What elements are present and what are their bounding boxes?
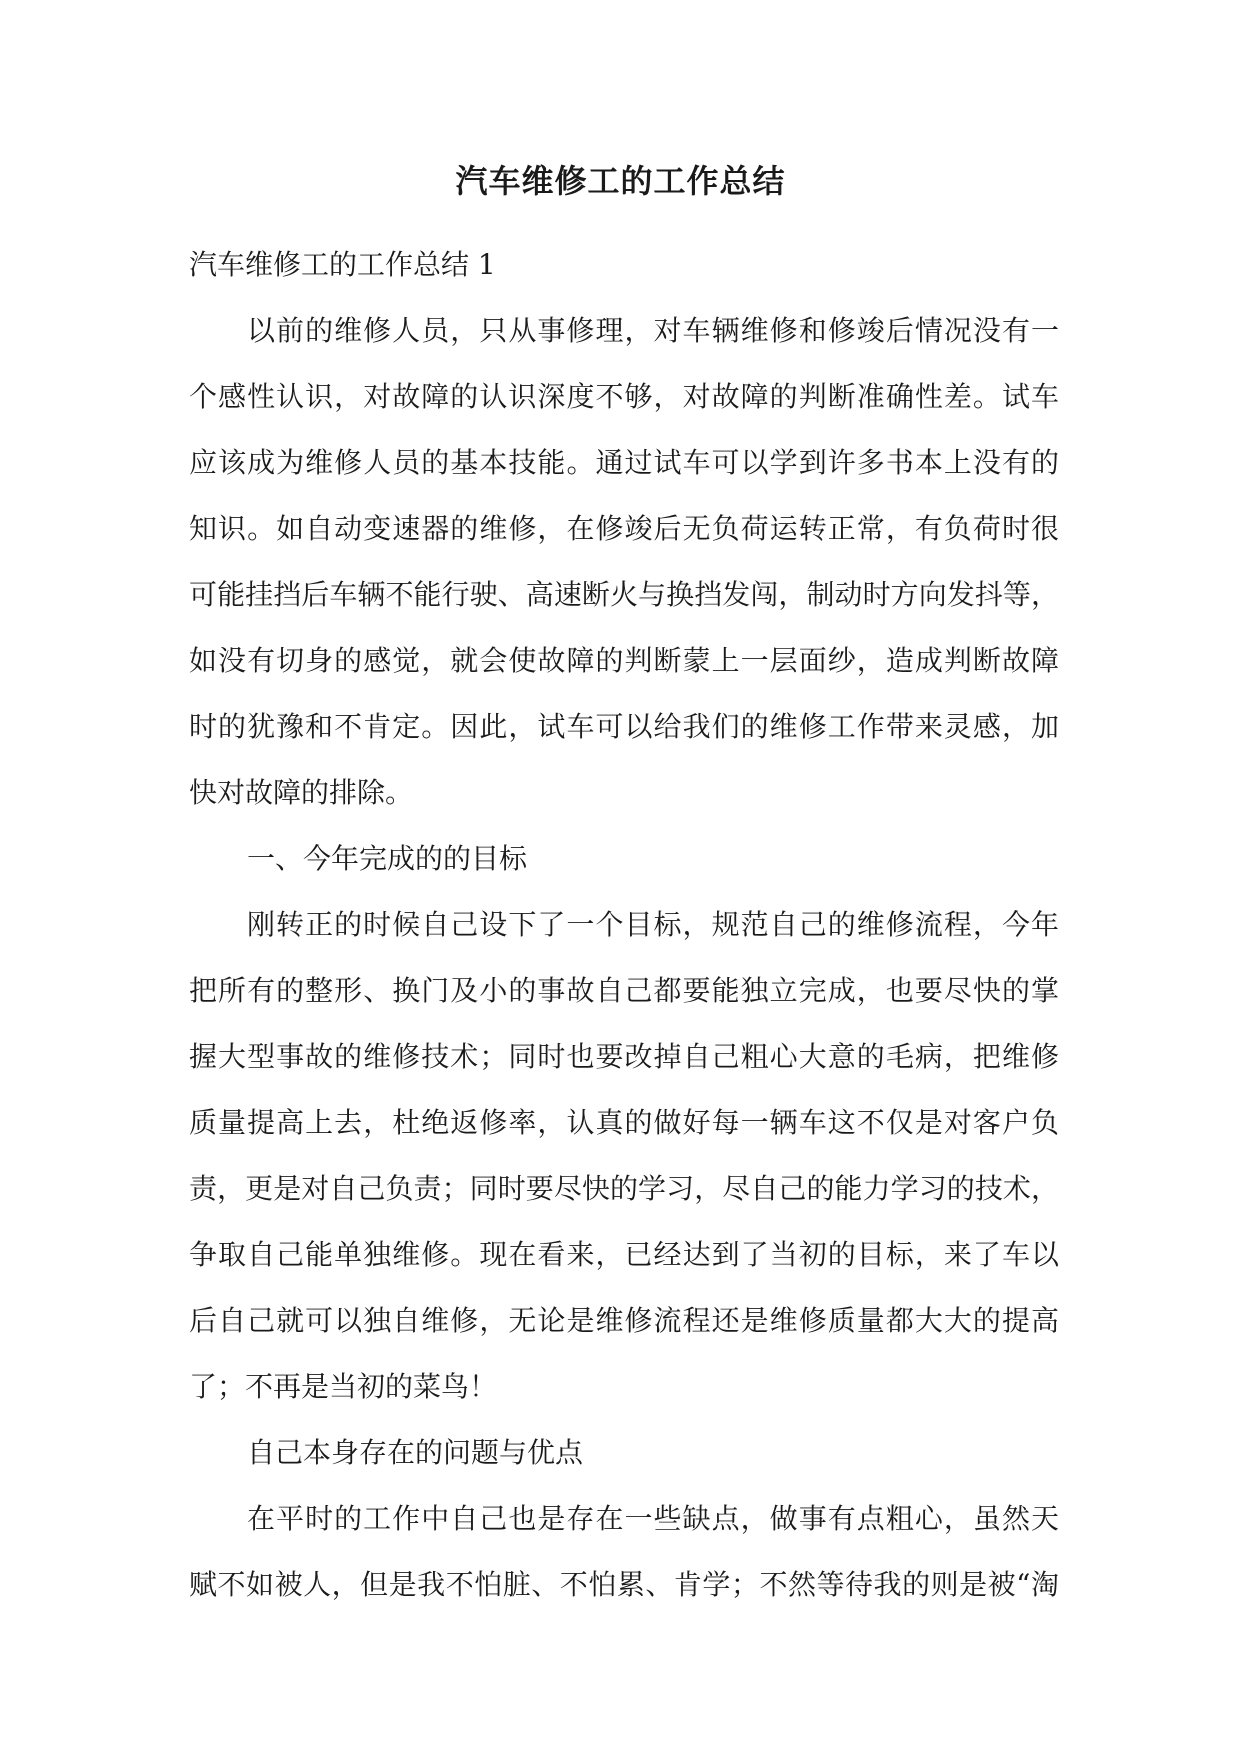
text-line: 时的犹豫和不肯定。因此，试车可以给我们的维修工作带来灵感，加 bbox=[189, 710, 1059, 743]
text-line: 把所有的整形、换门及小的事故自己都要能独立完成，也要尽快的掌 bbox=[189, 974, 1059, 1007]
text-line: 可能挂挡后车辆不能行驶、高速断火与换挡发闯，制动时方向发抖等， bbox=[189, 578, 1059, 611]
text-line: 责，更是对自己负责；同时要尽快的学习，尽自己的能力学习的技术， bbox=[189, 1172, 1059, 1205]
text-line: 一、今年完成的的目标 bbox=[247, 842, 528, 875]
document-body bbox=[189, 232, 1059, 1618]
text-line: 汽车维修工的工作总结 1 bbox=[189, 248, 496, 281]
text-line: 后自己就可以独自维修，无论是维修流程还是维修质量都大大的提高 bbox=[189, 1304, 1059, 1337]
text-line: 握大型事故的维修技术；同时也要改掉自己粗心大意的毛病，把维修 bbox=[189, 1040, 1059, 1073]
text-line: 自己本身存在的问题与优点 bbox=[247, 1436, 584, 1469]
text-line: 以前的维修人员，只从事修理，对车辆维修和修竣后情况没有一 bbox=[247, 314, 1059, 347]
text-line: 个感性认识，对故障的认识深度不够，对故障的判断准确性差。试车 bbox=[189, 380, 1059, 413]
text-line: 争取自己能单独维修。现在看来，已经达到了当初的目标，来了车以 bbox=[189, 1238, 1059, 1271]
text-line: 快对故障的排除。 bbox=[189, 776, 414, 809]
text-line: 质量提高上去，杜绝返修率，认真的做好每一辆车这不仅是对客户负 bbox=[189, 1106, 1059, 1139]
text-line: 知识。如自动变速器的维修，在修竣后无负荷运转正常，有负荷时很 bbox=[189, 512, 1059, 545]
text-line: 了；不再是当初的菜鸟！ bbox=[189, 1370, 498, 1403]
text-line: 赋不如被人，但是我不怕脏、不怕累、肯学；不然等待我的则是被“淘 bbox=[189, 1568, 1059, 1601]
text-line: 刚转正的时候自己设下了一个目标，规范自己的维修流程，今年 bbox=[247, 908, 1059, 941]
document-title: 汽车维修工的工作总结 bbox=[455, 162, 786, 200]
text-line: 如没有切身的感觉，就会使故障的判断蒙上一层面纱，造成判断故障 bbox=[189, 644, 1059, 677]
text-line: 在平时的工作中自己也是存在一些缺点，做事有点粗心，虽然天 bbox=[247, 1502, 1059, 1535]
text-line: 应该成为维修人员的基本技能。通过试车可以学到许多书本上没有的 bbox=[189, 446, 1059, 479]
